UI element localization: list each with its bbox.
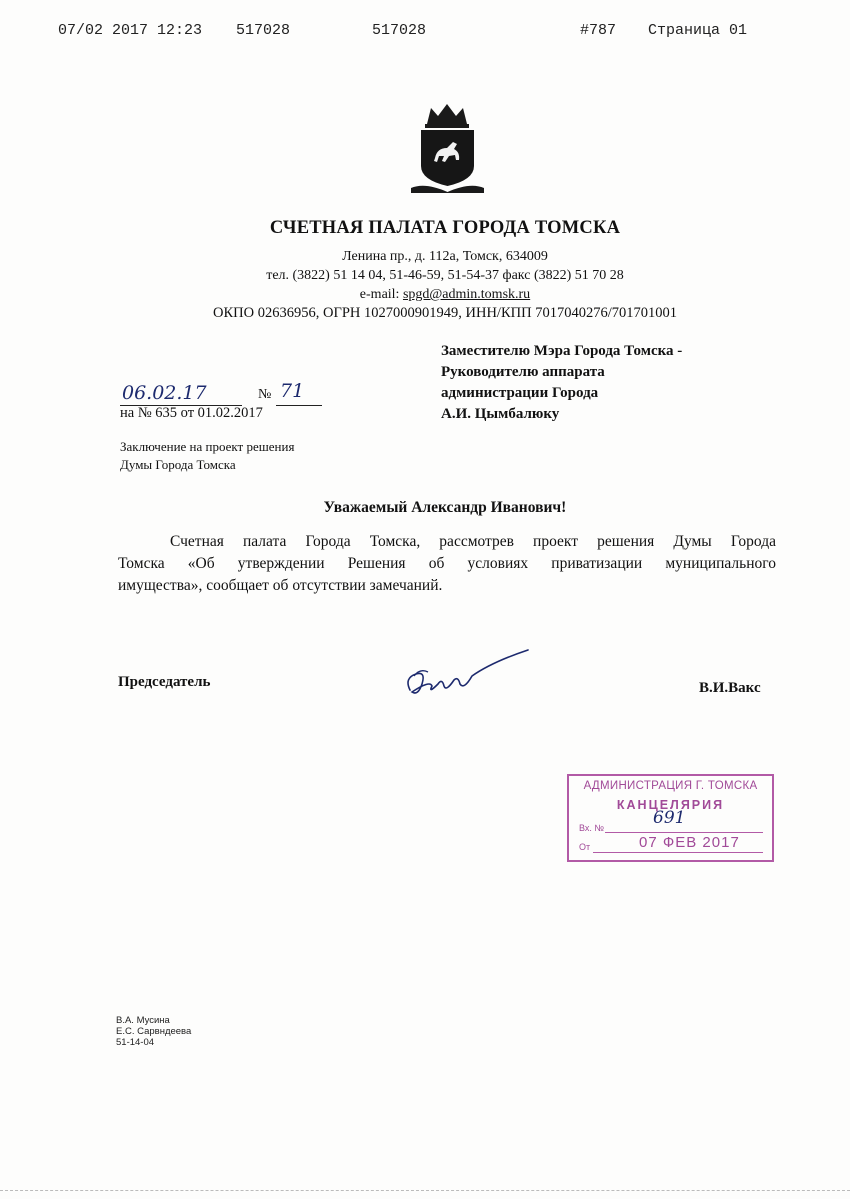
fax-page-label: Страница 01 bbox=[648, 22, 748, 39]
executor-line: 51-14-04 bbox=[116, 1037, 155, 1048]
recipient-line: А.И. Цымбалюку bbox=[441, 406, 560, 422]
registration-stamp bbox=[567, 774, 774, 862]
stamp-incoming-label: Вх. № bbox=[579, 823, 605, 833]
fax-datetime: 07/02 2017 12:23 bbox=[58, 22, 203, 39]
recipient-line: Заместителю Мэра Города Томска - bbox=[441, 343, 683, 359]
stamp-date-underline bbox=[593, 852, 763, 853]
organization-title: СЧЕТНАЯ ПАЛАТА ГОРОДА ТОМСКА bbox=[269, 218, 621, 238]
stamp-incoming-number: 691 bbox=[653, 808, 686, 828]
number-sign: № bbox=[258, 387, 272, 402]
email-label: e-mail: bbox=[359, 287, 403, 302]
stamp-office: КАНЦЕЛЯРИЯ bbox=[616, 798, 725, 812]
signatory-position: Председатель bbox=[118, 674, 211, 690]
number-underline bbox=[276, 405, 322, 406]
fax-job-number: #787 bbox=[580, 22, 617, 39]
signatory-name: В.И.Вакс bbox=[699, 680, 761, 696]
subject-line: Думы Города Томска bbox=[120, 457, 236, 472]
reference-number: на № 635 от 01.02.2017 bbox=[120, 405, 263, 421]
recipient-line: Руководителю аппарата bbox=[441, 364, 605, 380]
subject-block bbox=[120, 438, 294, 474]
email-link[interactable]: spgd@admin.tomsk.ru bbox=[402, 287, 531, 302]
stamp-date: 07 ФЕВ 2017 bbox=[639, 834, 740, 851]
organization-address: Ленина пр., д. 112а, Томск, 634009 bbox=[342, 249, 548, 264]
organization-registry-codes: ОКПО 02636956, ОГРН 1027000901949, ИНН/КПП 7017040276/701701001 bbox=[213, 305, 677, 321]
subject-line: Заключение на проект решения bbox=[120, 439, 295, 454]
recipient-block bbox=[441, 341, 682, 425]
organization-phones: тел. (3822) 51 14 04, 51-46-59, 51-54-37 факс (3822) 51 70 28 bbox=[266, 268, 624, 283]
executor-line: В.А. Мусина bbox=[116, 1015, 170, 1026]
recipient-line: администрации Города bbox=[441, 385, 599, 401]
body-line: Счетная палата Города Томска, рассмотрев проект решения Думы Города bbox=[170, 533, 776, 550]
letter-body bbox=[118, 531, 776, 597]
body-line: имущества», сообщает об отсутствии замечаний. bbox=[118, 577, 443, 594]
stamp-from-label: От bbox=[579, 842, 591, 852]
handwritten-signature bbox=[402, 640, 532, 705]
fax-number-b: 517028 bbox=[372, 22, 427, 39]
outgoing-number-handwritten: 71 bbox=[280, 380, 305, 402]
outgoing-date-handwritten: 06.02.17 bbox=[122, 382, 207, 404]
body-line: Томска «Об утверждении Решения об условиях приватизации муниципального bbox=[118, 555, 776, 572]
fax-number-a: 517028 bbox=[236, 22, 291, 39]
salutation: Уважаемый Александр Иванович! bbox=[323, 499, 567, 516]
scan-edge-artifact bbox=[0, 1190, 850, 1191]
executor-line: Е.С. Сарвндеева bbox=[116, 1026, 192, 1037]
stamp-incoming-underline bbox=[605, 832, 763, 833]
executor-block bbox=[116, 1015, 191, 1048]
stamp-organization: АДМИНИСТРАЦИЯ Г. ТОМСКА bbox=[583, 780, 758, 792]
organization-email-line bbox=[0, 287, 850, 303]
coat-of-arms-emblem bbox=[405, 100, 490, 200]
